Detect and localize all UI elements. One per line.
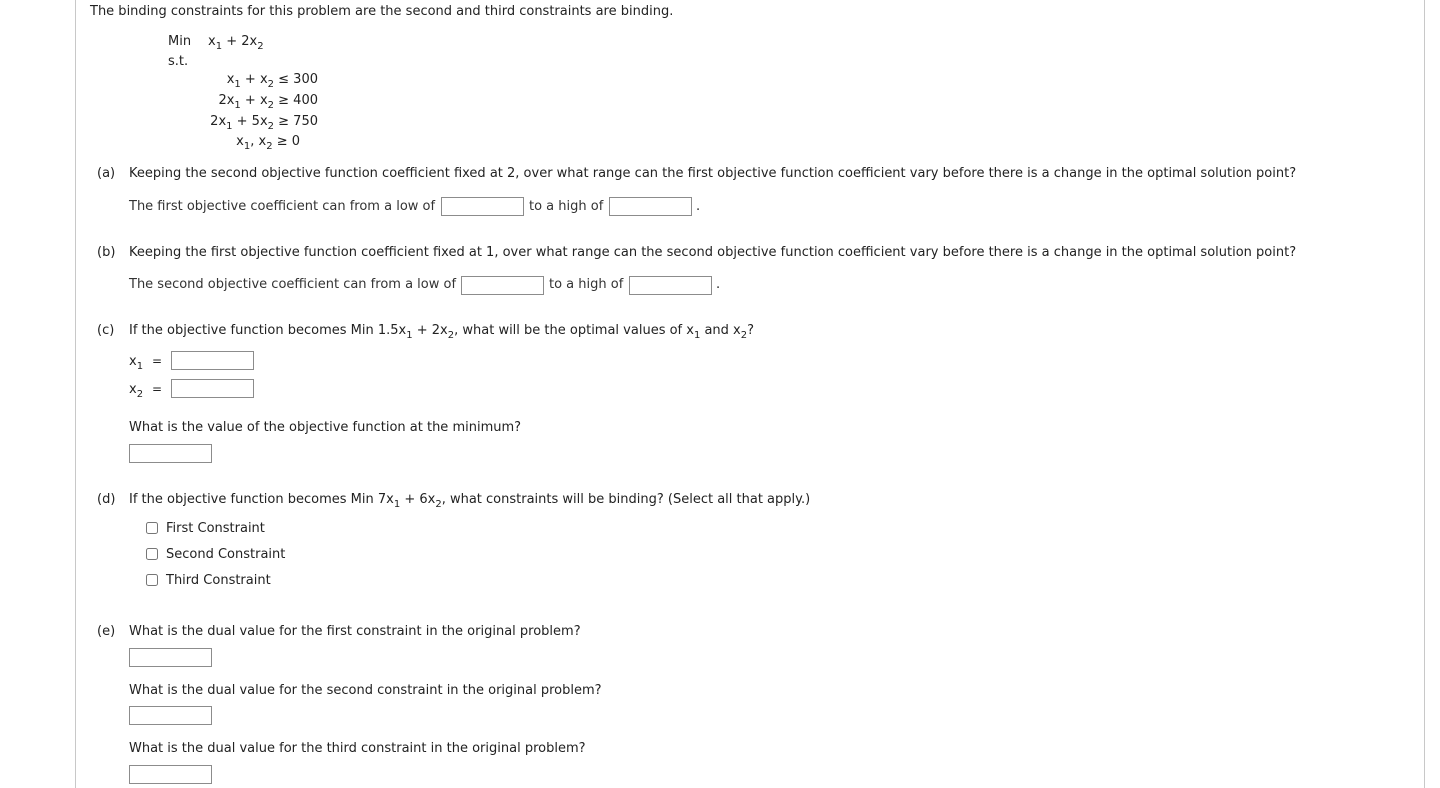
x1-equals: = (152, 354, 163, 368)
part-b-period: . (716, 277, 721, 292)
min-label: Min (168, 34, 192, 49)
part-e-tag: (e) (97, 624, 116, 639)
option-second-constraint: Second Constraint (166, 547, 286, 562)
part-e-question-2: What is the dual value for the second constraint in the original problem? (129, 683, 602, 698)
part-b-question: Keeping the first objective function coefficient fixed at 1, over what range can the second objective function coefficient vary before there is a change in the optimal solution point? (129, 245, 1297, 260)
part-a-low-input[interactable] (441, 197, 524, 216)
constraint-3: $2x_1 + 5x_2 \ge 750$ (210, 114, 318, 132)
part-a-high-input[interactable] (609, 197, 692, 216)
intro-text: The binding constraints for this problem are the second and third constraints are binding. (90, 4, 674, 19)
part-c-obj-question: What is the value of the objective function at the minimum? (129, 420, 522, 435)
part-c-question: If the objective function becomes Min $1.5x_1 + 2x_2$, what will be the optimal values of $x_1$ and $x_2$? (129, 323, 755, 341)
part-d-question: If the objective function becomes Min $7x_1 + 6x_2$, what constraints will be binding? (Select all that apply.) (129, 492, 811, 510)
part-a-tag: (a) (97, 166, 116, 181)
part-b-prefix: The second objective coefficient can from a low of (129, 277, 457, 292)
part-b-mid: to a high of (549, 277, 624, 292)
constraint-nonneg: $x_1$, $x_2 \ge 0$ (236, 134, 300, 152)
objective-expression: $x_1 + 2x_2$ (208, 34, 264, 52)
checkbox-second-constraint[interactable] (146, 548, 158, 560)
part-a-question: Keeping the second objective function coefficient fixed at 2, over what range can the first objective function coefficient vary before there is a change in the optimal solution point? (129, 166, 1297, 181)
option-first-constraint: First Constraint (166, 521, 265, 536)
part-a-prefix: The first objective coefficient can from a low of (129, 199, 436, 214)
part-e-question-1: What is the dual value for the first constraint in the original problem? (129, 624, 581, 639)
checkbox-first-constraint[interactable] (146, 522, 158, 534)
part-d-tag: (d) (97, 492, 116, 507)
part-e-question-3: What is the dual value for the third constraint in the original problem? (129, 741, 586, 756)
part-a-period: . (696, 199, 701, 214)
objective-value-input[interactable] (129, 444, 212, 463)
x2-equals: = (152, 382, 163, 396)
checkbox-third-constraint[interactable] (146, 574, 158, 586)
constraint-1: $x_1 + x_2 \le 300$ (226, 72, 318, 90)
x2-label: $x_2$ (129, 382, 144, 400)
x1-label: $x_1$ (129, 354, 144, 372)
x2-input[interactable] (171, 379, 254, 398)
part-b-low-input[interactable] (461, 276, 544, 295)
dual-value-1-input[interactable] (129, 648, 212, 667)
dual-value-3-input[interactable] (129, 765, 212, 784)
part-c-tag: (c) (97, 323, 115, 338)
dual-value-2-input[interactable] (129, 706, 212, 725)
st-label: s.t. (168, 54, 189, 69)
option-third-constraint: Third Constraint (166, 573, 271, 588)
part-b-tag: (b) (97, 245, 116, 260)
part-a-mid: to a high of (529, 199, 604, 214)
constraint-2: $2x_1 + x_2 \ge 400$ (218, 93, 318, 111)
x1-input[interactable] (171, 351, 254, 370)
part-b-high-input[interactable] (629, 276, 712, 295)
